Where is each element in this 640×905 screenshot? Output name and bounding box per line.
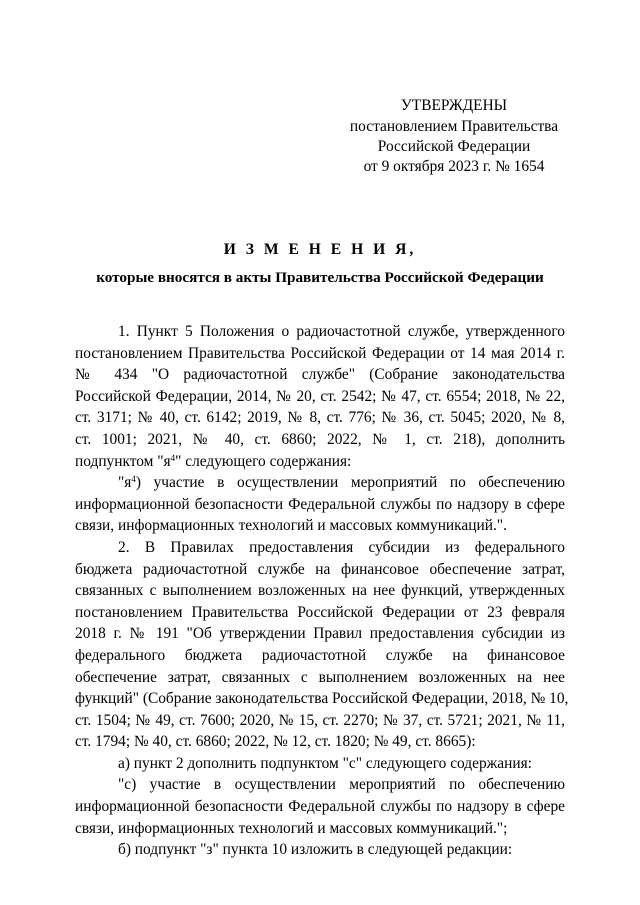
paragraph-1-line: постановлением Правительства Российской Федерации от 14 мая 2014 г. (75, 344, 565, 362)
paragraph-1-line: 1. Пункт 5 Положения о радиочастотной службе, утвержденного (118, 323, 565, 340)
quote-1 (75, 472, 565, 537)
paragraph-2-line: федерального бюджета радиочастотной службе на финансовое (75, 646, 565, 664)
paragraph-2-line: ст. 1504; № 49, ст. 7600; 2020, № 15, ст. 2270; № 37, ст. 5721; 2021, № 11, (75, 711, 565, 729)
paragraph-2-line: связанных с выполнением возложенных на нее функций, утвержденных (75, 582, 565, 600)
paragraph-1-line: ст. 1001; 2021, № 40, ст. 6860; 2022, № 1, ст. 218), дополнить (75, 430, 565, 448)
quote-2 (75, 774, 565, 839)
paragraph-2-line: бюджета радиочастотной службе на финансовое обеспечение затрат, (75, 560, 565, 578)
paragraph-2-line: ст. 1794; № 40, ст. 6860; 2022, № 12, ст. 1820; № 49, ст. 8665): (75, 733, 476, 751)
text-fragment: " следующего содержания: (175, 452, 352, 470)
quote-1-line (75, 472, 565, 494)
approval-line-2: постановлением Правительства (349, 118, 559, 135)
document-subtitle: которые вносятся в акты Правительства Российской Федерации (96, 269, 544, 286)
paragraph-2-line: 2018 г. № 191 "Об утверждении Правил предоставления субсидии из (75, 625, 565, 643)
paragraph-1-line: № 434 "О радиочастотной службе" (Собрание законодательства (75, 366, 565, 384)
document-title: И З М Е Н Е Н И Я, (223, 241, 417, 258)
document-body (75, 321, 569, 861)
approval-line-3: Российской Федерации (377, 138, 531, 155)
paragraph-1-line: ст. 3171; № 40, ст. 6142; 2019, № 8, ст. 776; № 36, ст. 5045; 2020, № 8, (75, 409, 565, 427)
paragraph-1-line: Российской Федерации, 2014, № 20, ст. 2542; № 47, ст. 6554; 2018, № 22, (75, 387, 565, 405)
approval-label: УТВЕРЖДЕНЫ (400, 97, 508, 114)
paragraph-1-line (75, 451, 565, 473)
quote-2-line: связи, информационных технологий и массовых коммуникаций."; (75, 819, 508, 837)
approval-line-4: от 9 октября 2023 г. № 1654 (363, 158, 545, 175)
paragraph-2-line: функций" (Собрание законодательства Российской Федерации, 2018, № 10, (75, 690, 569, 708)
superscript: 4 (170, 452, 176, 463)
paragraph-1 (75, 321, 565, 472)
quote-1-line: информационной безопасности Федеральной службы по надзору в сфере (75, 495, 565, 513)
paragraph-2-line: обеспечение затрат, связанных с выполнением возложенных на нее (75, 668, 565, 686)
item-b: б) подпункт "з" пункта 10 изложить в следующей редакции: (118, 841, 513, 859)
item-a: а) пункт 2 дополнить подпунктом "с" следующего содержания: (118, 754, 532, 772)
paragraph-2 (75, 537, 569, 753)
approval-block (340, 96, 568, 177)
paragraph-2-line: постановлением Правительства Российской Федерации от 23 февраля (75, 603, 565, 621)
text-fragment: подпунктом "я (75, 452, 171, 470)
text-fragment: ) участие в осуществлении мероприятий по обеспечению (135, 474, 565, 492)
text-fragment: "я (118, 474, 132, 492)
quote-2-line: информационной безопасности Федеральной службы по надзору в сфере (75, 798, 565, 816)
paragraph-2-line: 2. В Правилах предоставления субсидии из федерального (118, 538, 565, 556)
superscript: 4 (131, 474, 136, 485)
quote-1-line: связи, информационных технологий и массовых коммуникаций.". (75, 517, 507, 535)
quote-2-line: "с) участие в осуществлении мероприятий по обеспечению (118, 776, 565, 794)
